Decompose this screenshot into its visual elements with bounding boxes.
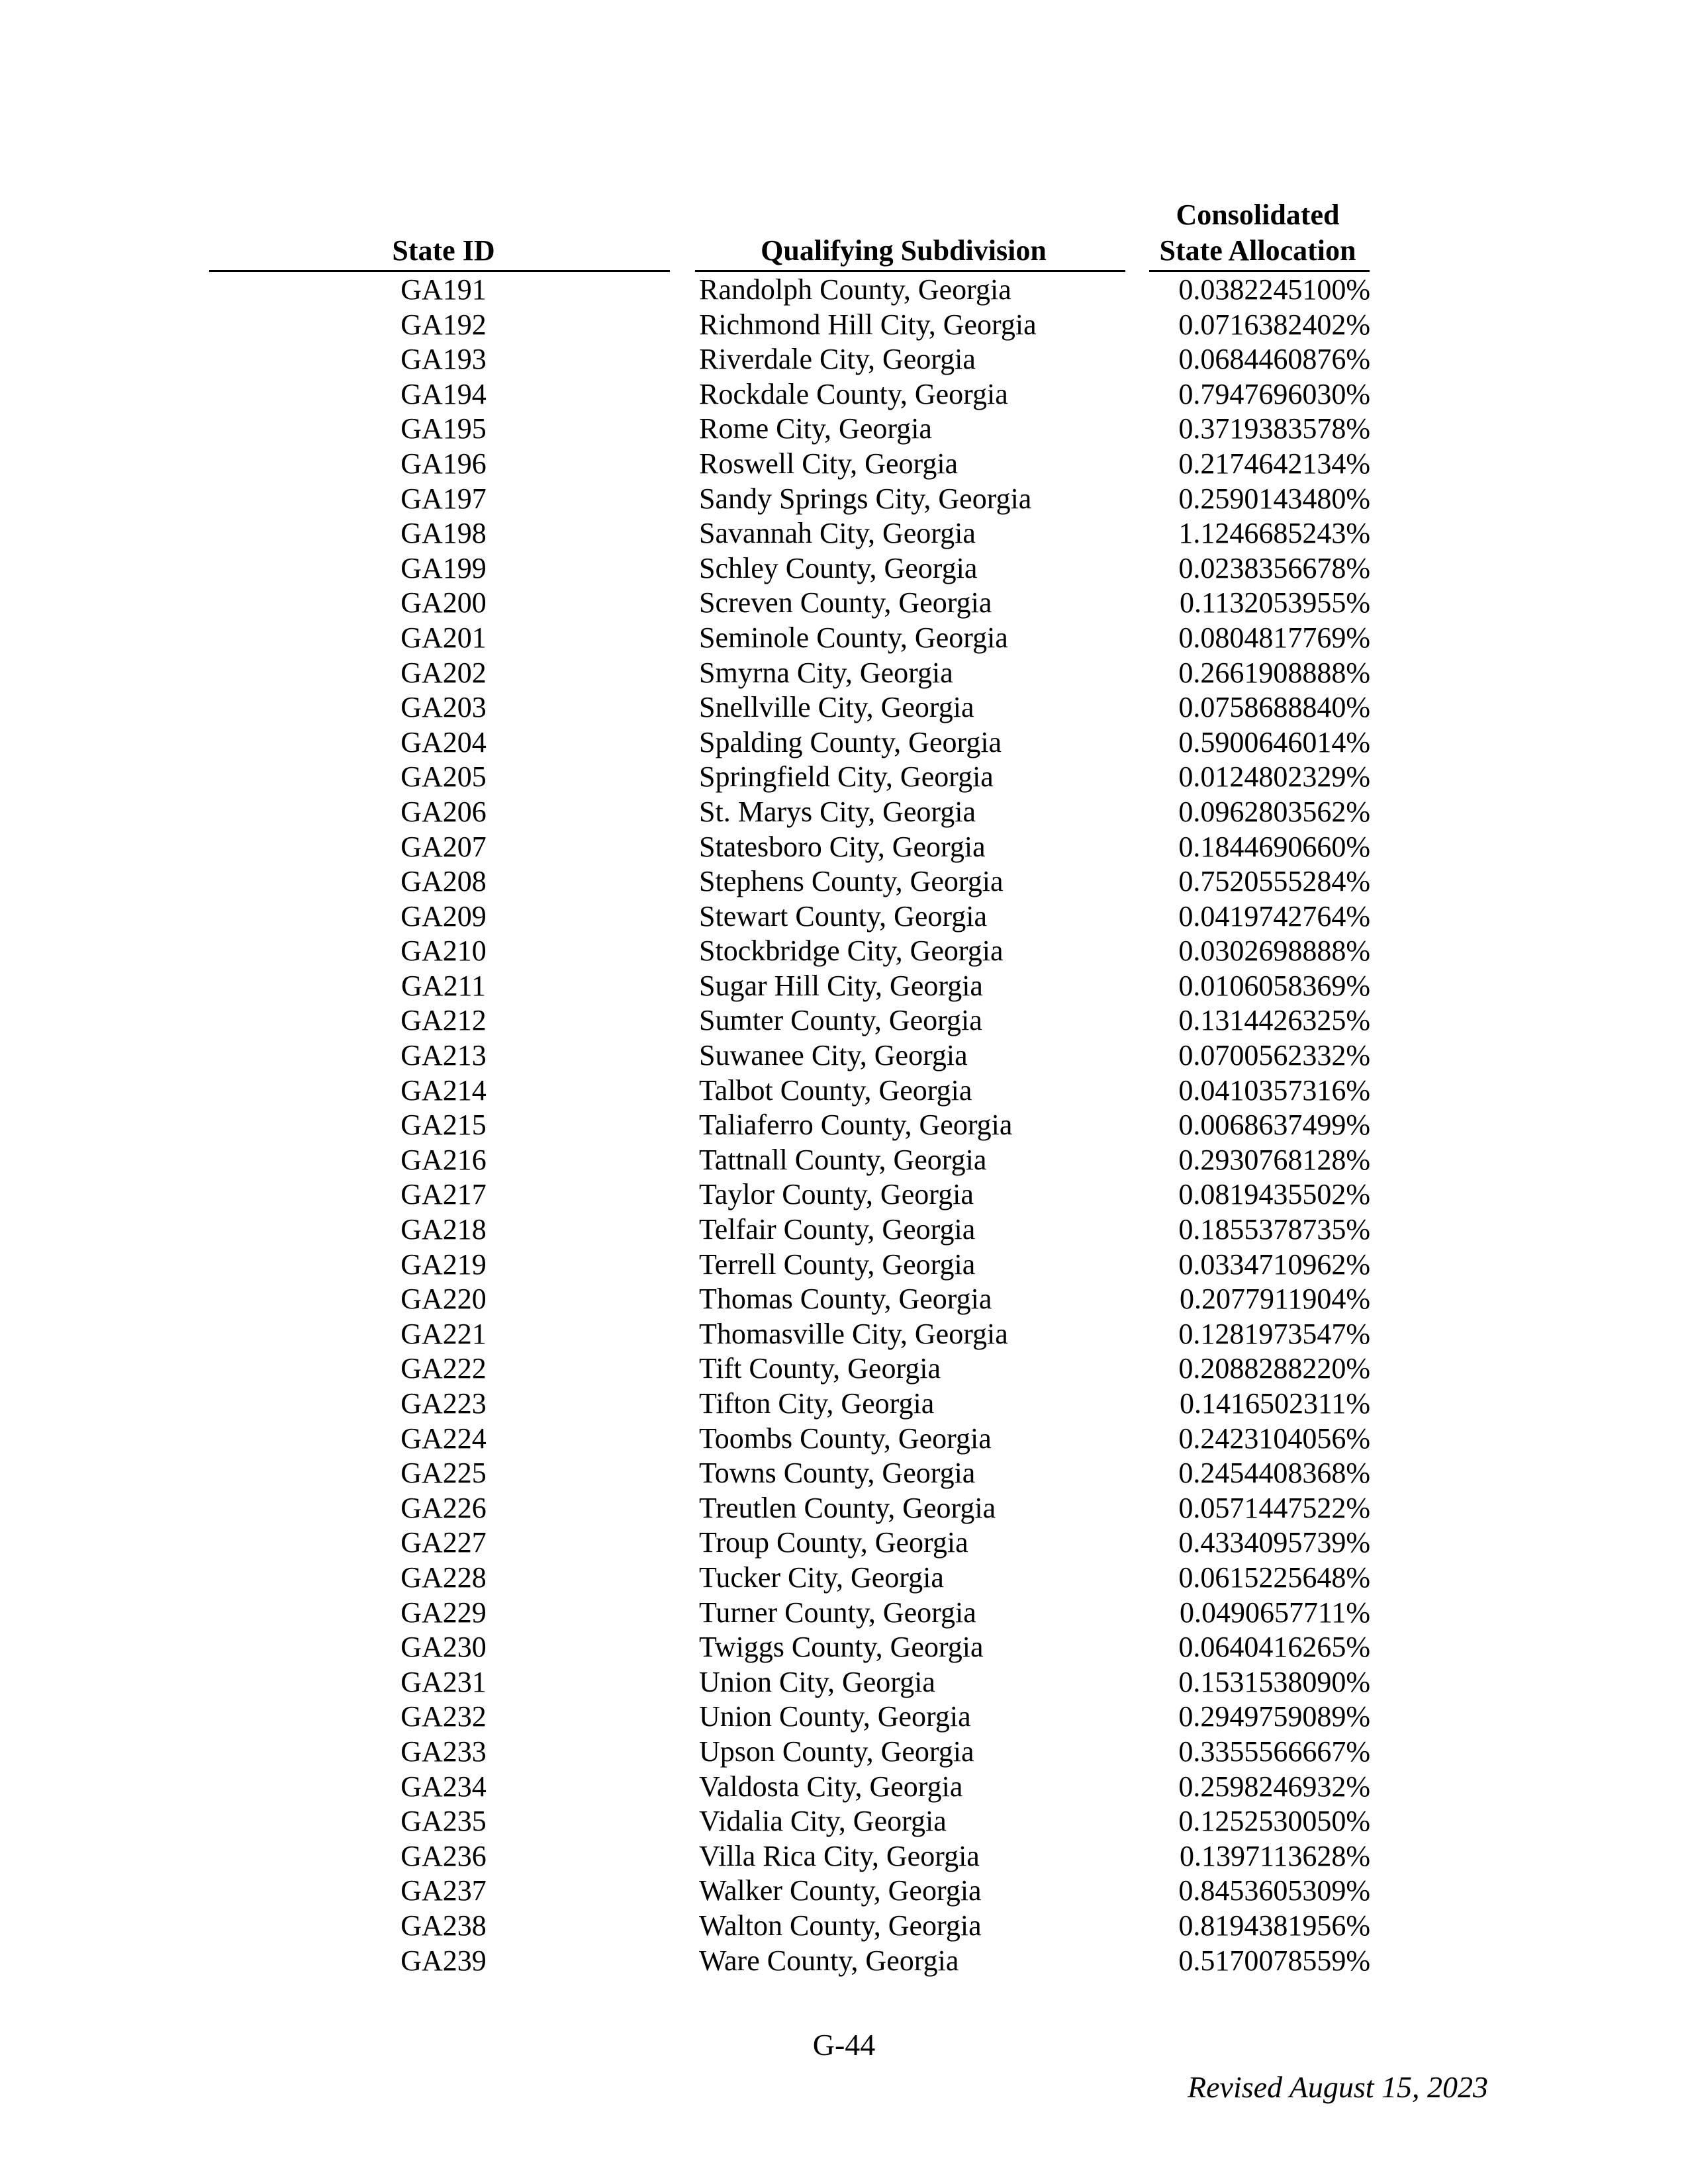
allocation-cell: 1.1246685243%: [1178, 517, 1370, 550]
table-row: [0, 1665, 1688, 1700]
allocation-cell: 0.2088288220%: [1178, 1352, 1370, 1385]
table-row: [0, 516, 1688, 551]
allocation-cell: 0.1314426325%: [1178, 1004, 1370, 1037]
state-id-cell: GA199: [400, 551, 487, 584]
table-row: [0, 342, 1688, 377]
state-id-cell: GA217: [400, 1178, 487, 1211]
table-row: [0, 1874, 1688, 1909]
allocation-cell: 0.3355566667%: [1178, 1735, 1370, 1768]
allocation-cell: 0.0382245100%: [1178, 273, 1370, 306]
allocation-cell: 0.0716382402%: [1178, 308, 1370, 341]
state-id-cell: GA193: [400, 343, 487, 376]
table-row: [0, 969, 1688, 1004]
subdivision-cell: Thomas County, Georgia: [699, 1283, 992, 1316]
allocation-cell: 0.2454408368%: [1178, 1457, 1370, 1490]
state-id-cell: GA221: [400, 1317, 487, 1350]
table-row: [0, 1770, 1688, 1805]
table-row: [0, 1248, 1688, 1283]
table-row: [0, 899, 1688, 934]
subdivision-cell: Springfield City, Georgia: [699, 760, 994, 794]
subdivision-cell: Statesboro City, Georgia: [699, 830, 986, 863]
state-id-cell: GA236: [400, 1839, 487, 1872]
table-row: [0, 1422, 1688, 1457]
table-row: [0, 1909, 1688, 1944]
subdivision-cell: Riverdale City, Georgia: [699, 343, 976, 376]
state-id-cell: GA200: [400, 586, 487, 619]
allocation-cell: 0.5900646014%: [1178, 725, 1370, 758]
table-row: [0, 1630, 1688, 1665]
subdivision-cell: Schley County, Georgia: [699, 551, 978, 584]
subdivision-cell: Roswell City, Georgia: [699, 447, 959, 480]
subdivision-cell: Suwanee City, Georgia: [699, 1039, 968, 1072]
state-id-cell: GA219: [400, 1248, 487, 1281]
table-row: [0, 864, 1688, 899]
subdivision-cell: Rockdale County, Georgia: [699, 377, 1008, 410]
state-id-cell: GA196: [400, 447, 487, 480]
state-id-cell: GA223: [400, 1387, 487, 1420]
state-id-cell: GA215: [400, 1109, 487, 1142]
state-id-cell: GA224: [400, 1422, 487, 1455]
allocation-cell: 0.1397113628%: [1179, 1839, 1370, 1872]
allocation-cell: 0.1281973547%: [1178, 1317, 1370, 1350]
subdivision-cell: Turner County, Georgia: [699, 1596, 976, 1629]
subdivision-cell: Randolph County, Georgia: [699, 273, 1011, 306]
state-id-cell: GA213: [400, 1039, 487, 1072]
state-id-cell: GA226: [400, 1491, 487, 1524]
subdivision-cell: Ware County, Georgia: [699, 1944, 959, 1977]
subdivision-cell: Sandy Springs City, Georgia: [699, 482, 1032, 515]
allocation-cell: 0.0819435502%: [1178, 1178, 1370, 1211]
subdivision-cell: Tifton City, Georgia: [699, 1387, 935, 1420]
state-id-cell: GA231: [400, 1665, 487, 1698]
subdivision-cell: Walton County, Georgia: [699, 1909, 982, 1942]
subdivision-cell: Rome City, Georgia: [699, 412, 932, 445]
subdivision-cell: Tattnall County, Georgia: [699, 1143, 987, 1176]
table-row: [0, 551, 1688, 586]
table-body: [0, 273, 1688, 1978]
subdivision-cell: Savannah City, Georgia: [699, 517, 976, 550]
allocation-cell: 0.0419742764%: [1178, 899, 1370, 933]
table-row: [0, 1108, 1688, 1143]
header-allocation-line2: State Allocation: [1159, 234, 1356, 267]
state-id-cell: GA203: [400, 691, 487, 724]
allocation-cell: 0.1855378735%: [1178, 1213, 1370, 1246]
header-rule-allocation: [1149, 270, 1370, 272]
state-id-cell: GA211: [401, 969, 486, 1002]
allocation-cell: 0.1132053955%: [1179, 586, 1370, 619]
allocation-cell: 0.2174642134%: [1178, 447, 1370, 480]
state-id-cell: GA202: [400, 656, 487, 689]
table-row: [0, 1561, 1688, 1596]
state-id-cell: GA227: [400, 1526, 487, 1559]
state-id-cell: GA207: [400, 830, 487, 863]
allocation-cell: 0.0106058369%: [1178, 969, 1370, 1002]
state-id-cell: GA197: [400, 482, 487, 515]
header-qualifying-subdivision: Qualifying Subdivision: [761, 234, 1047, 267]
allocation-cell: 0.0615225648%: [1178, 1561, 1370, 1594]
state-id-cell: GA228: [400, 1561, 487, 1594]
table-row: [0, 1456, 1688, 1491]
subdivision-cell: Talbot County, Georgia: [699, 1073, 972, 1107]
table-row: [0, 1735, 1688, 1770]
subdivision-cell: Valdosta City, Georgia: [699, 1770, 963, 1803]
subdivision-cell: Sugar Hill City, Georgia: [699, 969, 983, 1002]
table-row: [0, 1143, 1688, 1178]
table-row: [0, 934, 1688, 969]
table-row: [0, 1351, 1688, 1387]
allocation-cell: 0.0302698888%: [1178, 934, 1370, 968]
table-row: [0, 621, 1688, 656]
table-row: [0, 1038, 1688, 1073]
subdivision-cell: Stewart County, Georgia: [699, 899, 988, 933]
state-id-cell: GA201: [400, 621, 487, 654]
table-row: [0, 447, 1688, 482]
allocation-cell: 0.0962803562%: [1178, 795, 1370, 828]
allocation-cell: 0.2590143480%: [1178, 482, 1370, 515]
allocation-cell: 0.0684460876%: [1178, 343, 1370, 376]
state-id-cell: GA204: [400, 725, 487, 758]
state-id-cell: GA208: [400, 865, 487, 898]
subdivision-cell: Towns County, Georgia: [699, 1457, 976, 1490]
state-id-cell: GA206: [400, 795, 487, 828]
state-id-cell: GA230: [400, 1631, 487, 1664]
allocation-cell: 0.2423104056%: [1178, 1422, 1370, 1455]
header-allocation-line1: Consolidated: [1176, 199, 1340, 231]
table-row: [0, 690, 1688, 725]
table-row: [0, 1282, 1688, 1317]
header-rule-state-id: [209, 270, 670, 272]
state-id-cell: GA191: [400, 273, 487, 306]
table-row: [0, 273, 1688, 308]
table-row: [0, 1525, 1688, 1561]
subdivision-cell: Stephens County, Georgia: [699, 865, 1004, 898]
table-row: [0, 1177, 1688, 1212]
state-id-cell: GA210: [400, 934, 487, 968]
table-row: [0, 1804, 1688, 1839]
subdivision-cell: Taliaferro County, Georgia: [699, 1109, 1013, 1142]
allocation-cell: 0.5170078559%: [1178, 1944, 1370, 1977]
table-row: [0, 1073, 1688, 1109]
state-id-cell: GA212: [400, 1004, 487, 1037]
subdivision-cell: Seminole County, Georgia: [699, 621, 1008, 654]
table-row: [0, 482, 1688, 517]
allocation-cell: 0.8453605309%: [1178, 1874, 1370, 1907]
state-id-cell: GA238: [400, 1909, 487, 1942]
subdivision-cell: Spalding County, Georgia: [699, 725, 1002, 758]
subdivision-cell: Screven County, Georgia: [699, 586, 992, 619]
page-number: G-44: [812, 2028, 876, 2062]
allocation-cell: 0.8194381956%: [1178, 1909, 1370, 1942]
table-row: [0, 760, 1688, 795]
subdivision-cell: Tift County, Georgia: [699, 1352, 941, 1385]
table-row: [0, 1491, 1688, 1526]
subdivision-cell: Toombs County, Georgia: [699, 1422, 992, 1455]
state-id-cell: GA229: [400, 1596, 487, 1629]
state-id-cell: GA216: [400, 1143, 487, 1176]
allocation-cell: 0.0571447522%: [1178, 1491, 1370, 1524]
table-row: [0, 308, 1688, 343]
state-id-cell: GA220: [400, 1283, 487, 1316]
allocation-cell: 0.0804817769%: [1178, 621, 1370, 654]
revised-date: Revised August 15, 2023: [1188, 2070, 1488, 2104]
subdivision-cell: Thomasville City, Georgia: [699, 1317, 1008, 1350]
subdivision-cell: Vidalia City, Georgia: [699, 1805, 947, 1838]
allocation-cell: 0.0238356678%: [1178, 551, 1370, 584]
allocation-cell: 0.2077911904%: [1179, 1283, 1370, 1316]
state-id-cell: GA225: [400, 1457, 487, 1490]
subdivision-cell: Stockbridge City, Georgia: [699, 934, 1004, 968]
table-row: [0, 1003, 1688, 1038]
subdivision-cell: Richmond Hill City, Georgia: [699, 308, 1037, 341]
subdivision-cell: St. Marys City, Georgia: [699, 795, 976, 828]
allocation-cell: 0.3719383578%: [1178, 412, 1370, 445]
state-id-cell: GA232: [400, 1700, 487, 1733]
state-id-cell: GA235: [400, 1805, 487, 1838]
allocation-cell: 0.0700562332%: [1178, 1039, 1370, 1072]
state-id-cell: GA234: [400, 1770, 487, 1803]
subdivision-cell: Tucker City, Georgia: [699, 1561, 944, 1594]
state-id-cell: GA192: [400, 308, 487, 341]
state-id-cell: GA195: [400, 412, 487, 445]
state-id-cell: GA233: [400, 1735, 487, 1768]
table-row: [0, 1317, 1688, 1352]
state-id-cell: GA214: [400, 1073, 487, 1107]
allocation-cell: 0.1844690660%: [1178, 830, 1370, 863]
table-row: [0, 656, 1688, 691]
table-row: [0, 1944, 1688, 1979]
table-row: [0, 1839, 1688, 1874]
allocation-cell: 0.0410357316%: [1178, 1073, 1370, 1107]
header-state-id: State ID: [392, 234, 495, 267]
allocation-cell: 0.0334710962%: [1178, 1248, 1370, 1281]
table-row: [0, 1212, 1688, 1248]
state-id-cell: GA205: [400, 760, 487, 794]
subdivision-cell: Sumter County, Georgia: [699, 1004, 982, 1037]
subdivision-cell: Smyrna City, Georgia: [699, 656, 953, 689]
allocation-cell: 0.1252530050%: [1178, 1805, 1370, 1838]
subdivision-cell: Taylor County, Georgia: [699, 1178, 974, 1211]
table-row: [0, 830, 1688, 865]
allocation-cell: 0.2661908888%: [1178, 656, 1370, 689]
table-row: [0, 1387, 1688, 1422]
header-rule-subdivision: [695, 270, 1125, 272]
allocation-cell: 0.1416502311%: [1179, 1387, 1370, 1420]
table-row: [0, 377, 1688, 412]
subdivision-cell: Twiggs County, Georgia: [699, 1631, 984, 1664]
subdivision-cell: Terrell County, Georgia: [699, 1248, 976, 1281]
allocation-cell: 0.4334095739%: [1178, 1526, 1370, 1559]
allocation-cell: 0.0124802329%: [1178, 760, 1370, 794]
allocation-cell: 0.1531538090%: [1178, 1665, 1370, 1698]
subdivision-cell: Union City, Georgia: [699, 1665, 935, 1698]
state-id-cell: GA209: [400, 899, 487, 933]
state-id-cell: GA222: [400, 1352, 487, 1385]
allocation-cell: 0.2949759089%: [1178, 1700, 1370, 1733]
table-row: [0, 586, 1688, 621]
subdivision-cell: Upson County, Georgia: [699, 1735, 974, 1768]
subdivision-cell: Walker County, Georgia: [699, 1874, 982, 1907]
table-row: [0, 412, 1688, 447]
state-id-cell: GA198: [400, 517, 487, 550]
table-row: [0, 1700, 1688, 1735]
allocation-cell: 0.7947696030%: [1178, 377, 1370, 410]
subdivision-cell: Treutlen County, Georgia: [699, 1491, 996, 1524]
subdivision-cell: Union County, Georgia: [699, 1700, 971, 1733]
state-id-cell: GA194: [400, 377, 487, 410]
allocation-cell: 0.2598246932%: [1178, 1770, 1370, 1803]
allocation-cell: 0.0068637499%: [1178, 1109, 1370, 1142]
allocation-cell: 0.2930768128%: [1178, 1143, 1370, 1176]
state-id-cell: GA239: [400, 1944, 487, 1977]
table-row: [0, 1596, 1688, 1631]
allocation-cell: 0.0758688840%: [1178, 691, 1370, 724]
allocation-cell: 0.7520555284%: [1178, 865, 1370, 898]
subdivision-cell: Telfair County, Georgia: [699, 1213, 976, 1246]
allocation-cell: 0.0640416265%: [1178, 1631, 1370, 1664]
allocation-cell: 0.0490657711%: [1179, 1596, 1370, 1629]
subdivision-cell: Snellville City, Georgia: [699, 691, 974, 724]
table-row: [0, 725, 1688, 760]
subdivision-cell: Villa Rica City, Georgia: [699, 1839, 980, 1872]
subdivision-cell: Troup County, Georgia: [699, 1526, 968, 1559]
state-id-cell: GA218: [400, 1213, 487, 1246]
state-id-cell: GA237: [400, 1874, 487, 1907]
table-row: [0, 795, 1688, 830]
